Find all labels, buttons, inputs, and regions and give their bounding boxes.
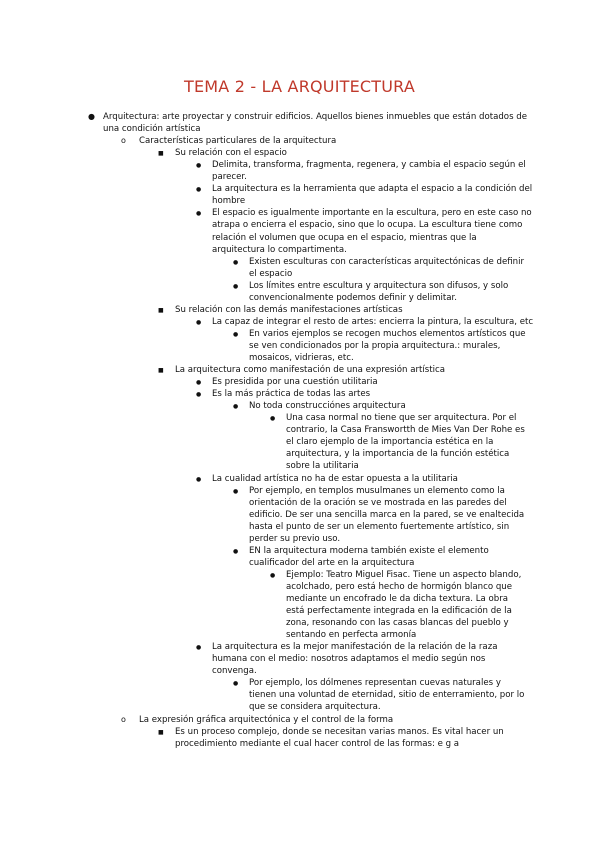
bullet-icon bbox=[196, 183, 201, 196]
bullet-icon bbox=[233, 545, 238, 558]
list-item-text: Es la más práctica de todas las artes bbox=[212, 389, 371, 400]
bullet-icon bbox=[121, 714, 126, 726]
bullet-icon bbox=[158, 147, 164, 160]
list-item-text: el claro ejemplo de la importancia estética en la bbox=[286, 437, 494, 448]
list-item-text: Es presidida por una cuestión utilitaria bbox=[212, 377, 378, 388]
list-item-text: que se considera arquitectura. bbox=[249, 702, 381, 713]
list-item-text: orientación de la oración se ve mostrada en las paredes del bbox=[249, 497, 507, 508]
page-title: TEMA 2 - LA ARQUITECTURA bbox=[184, 77, 415, 96]
bullet-icon bbox=[196, 316, 201, 329]
list-item-text: cualificador del arte en la arquitectura bbox=[249, 557, 415, 568]
list-item-text: La capaz de integrar el resto de artes: encierra la pintura, la escultura, etc bbox=[212, 316, 534, 327]
list-item-text: El espacio es igualmente importante en la escultura, pero en este caso no bbox=[212, 208, 532, 219]
list-item-text: tienen una voluntad de eternidad, sitio de enterramiento, por lo bbox=[249, 690, 525, 701]
list-item-text: sentando en perfecta armonía bbox=[286, 630, 417, 641]
list-item-text: mosaicos, vidrieras, etc. bbox=[249, 353, 354, 363]
list-item-text: atrapa o encierra el espacio, sino que lo ocupa. La escultura tiene como bbox=[212, 220, 523, 231]
list-item-text: Por ejemplo, los dólmenes representan cuevas naturales y bbox=[249, 678, 501, 689]
bullet-icon bbox=[233, 677, 238, 690]
bullet-icon bbox=[158, 304, 164, 317]
list-item-text: Es un proceso complejo, donde se necesitan varias manos. Es vital hacer un bbox=[175, 726, 504, 737]
bullet-icon bbox=[233, 485, 238, 498]
list-item-text: La arquitectura es la mejor manifestación de la relación de la raza bbox=[212, 642, 498, 653]
list-item-text: Características particulares de la arquitectura bbox=[139, 136, 337, 147]
list-item-text: acolchado, pero está hecho de hormigón blanco que bbox=[286, 581, 513, 592]
bullet-icon bbox=[196, 641, 201, 654]
bullet-icon bbox=[196, 388, 201, 401]
list-item-text: parecer. bbox=[212, 172, 247, 183]
list-item-text: Por ejemplo, en templos musulmanes un elemento como la bbox=[249, 485, 505, 496]
list-item-text: Los límites entre escultura y arquitectura son difusos, y solo bbox=[249, 280, 509, 291]
list-item-text: La expresión gráfica arquitectónica y el control de la forma bbox=[139, 714, 394, 725]
list-item-text: Delimita, transforma, fragmenta, regenera, y cambia el espacio según el bbox=[212, 160, 526, 171]
list-item-text: mediante un encofrado le da dicha textura. La obra bbox=[286, 594, 509, 604]
list-item-text: está perfectamente integrada en la edificación de la bbox=[286, 606, 512, 617]
list-item-text: se ven condicionados por la propia arquitectura.: murales, bbox=[249, 340, 501, 351]
bullet-icon bbox=[88, 111, 95, 123]
bullet-icon bbox=[196, 159, 201, 172]
bullet-icon bbox=[270, 569, 275, 582]
list-item-text: La arquitectura como manifestación de una expresión artística bbox=[175, 365, 445, 376]
list-item-text: Existen esculturas con características arquitectónicas de definir bbox=[249, 256, 525, 267]
list-item-text: La arquitectura es la herramienta que adapta el espacio a la condición del bbox=[212, 184, 533, 195]
list-item-text: Ejemplo: Teatro Miguel Fisac. Tiene un aspecto blando, bbox=[286, 569, 522, 580]
list-item-text: hasta el punto de ser un elemento fuertemente artístico, sin bbox=[249, 521, 510, 532]
list-item-text: humana con el medio: nosotros adaptamos el medio según nos bbox=[212, 654, 486, 665]
bullet-icon bbox=[233, 328, 238, 341]
list-item-text: relación el volumen que ocupa en el espacio, mientras que la bbox=[212, 232, 477, 243]
list-item-text: Una casa normal no tiene que ser arquitectura. Por el bbox=[286, 413, 517, 424]
list-item-text: zona, resonando con las casas blancas del pueblo y bbox=[286, 618, 509, 629]
list-item-text: EN la arquitectura moderna también existe el elemento bbox=[249, 545, 489, 556]
bullet-icon bbox=[196, 473, 201, 486]
list-item-text: procedimiento mediante el cual hacer control de las formas: e g a bbox=[175, 738, 460, 749]
list-item-text: No toda construcciónes arquitectura bbox=[249, 401, 406, 412]
list-item-text: el espacio bbox=[249, 268, 293, 279]
list-item-text: sobre la utilitaria bbox=[286, 461, 359, 472]
list-item-text: convenga. bbox=[212, 666, 257, 677]
list-item-text: Arquitectura: arte proyectar y construir edificios. Aquellos bienes inmuebles que están dotados de bbox=[103, 112, 528, 122]
bullet-icon bbox=[233, 280, 238, 293]
list-item-text: una condición artística bbox=[103, 124, 201, 135]
list-item-text: hombre bbox=[212, 196, 246, 207]
list-item-text: Su relación con las demás manifestaciones artísticas bbox=[175, 304, 403, 315]
bullet-icon bbox=[196, 207, 201, 220]
list-item-text: Su relación con el espacio bbox=[175, 148, 287, 159]
bullet-icon bbox=[158, 726, 164, 739]
bullet-icon bbox=[158, 364, 164, 377]
list-item-text: edificio. De ser una sencilla marca en la pared, se ve enaltecida bbox=[249, 509, 525, 520]
list-item-text: perder su previo uso. bbox=[249, 533, 341, 544]
list-item-text: convencionalmente podemos definir y delimitar. bbox=[249, 292, 457, 303]
list-item-text: contrario, la Casa Franswortth de Mies Van Der Rohe es bbox=[286, 425, 525, 436]
bullet-icon bbox=[121, 135, 126, 147]
bullet-icon bbox=[270, 412, 275, 425]
bullet-icon bbox=[233, 256, 238, 269]
bullet-icon bbox=[233, 400, 238, 413]
list-item-text: La cualidad artística no ha de estar opuesta a la utilitaria bbox=[212, 473, 458, 484]
list-item-text: arquitectura lo compartimenta. bbox=[212, 244, 347, 255]
list-item-text: arquitectura, y la importancia de la función estética bbox=[286, 449, 510, 460]
list-item-text: En varios ejemplos se recogen muchos elementos artísticos que bbox=[249, 328, 526, 339]
bullet-icon bbox=[196, 376, 201, 389]
